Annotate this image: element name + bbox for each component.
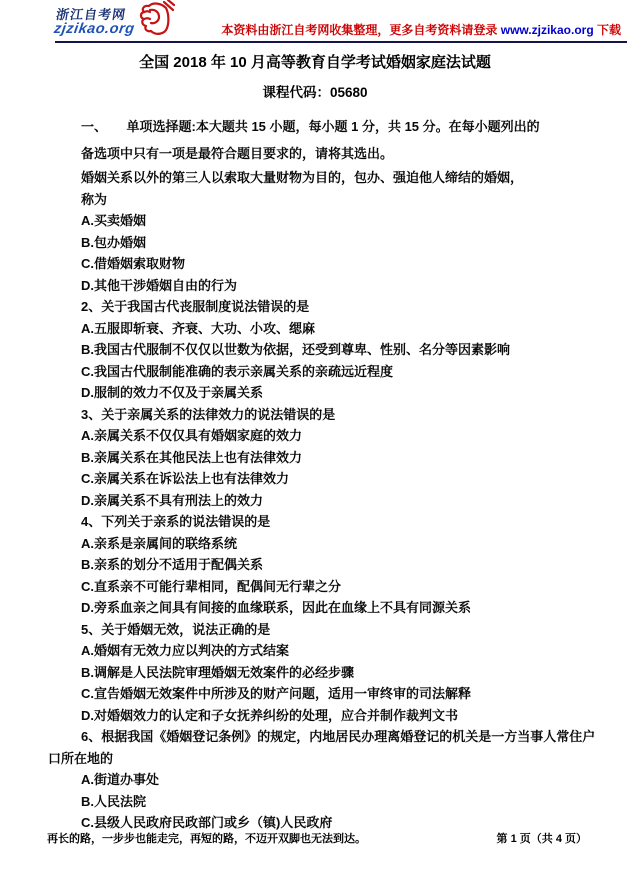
exam-body	[48, 113, 596, 834]
question-option: A.婚姻有无效力应以判决的方式结案	[81, 643, 290, 658]
section-heading-line: 备选项中只有一项是最符合题目要求的，请将其选出。	[81, 146, 394, 161]
question-option: C.县级人民政府民政部门或乡（镇)人民政府	[81, 815, 333, 830]
question-block	[48, 296, 590, 404]
page-footer	[47, 830, 587, 846]
page-indicator: 第 1 页（共 4 页）	[496, 833, 587, 845]
section-heading-line: 一、 单项选择题:本大题共 15 小题，每小题 1 分，共 15 分。在每小题列出的	[81, 119, 540, 134]
notice-suffix-text: 下载	[593, 23, 621, 37]
question-stem-line: 3、关于亲属关系的法律效力的说法错误的是	[81, 406, 336, 422]
logo-text-en: zjzikao.org	[52, 21, 136, 37]
question-option: D.其他干涉婚姻自由的行为	[81, 277, 238, 293]
header-notice	[221, 21, 627, 41]
question-stem-line: 2、关于我国古代丧服制度说法错误的是	[81, 299, 310, 314]
question-stem-line: 6、根据我国《婚姻登记条例》的规定，内地居民办理离婚登记的机关是一方当事人常住户	[81, 729, 596, 744]
question-block	[48, 619, 590, 727]
question-block	[48, 167, 590, 296]
question-block	[48, 726, 596, 834]
notice-link[interactable]: www.zjzikao.org	[500, 23, 594, 37]
question-block	[48, 404, 590, 512]
logo-text-cn: 浙江自考网	[55, 7, 128, 22]
question-stem-line: 口所在地的	[48, 750, 114, 766]
question-option: D.服制的效力不仅及于亲属关系	[81, 385, 264, 400]
footer-motto: 再长的路，一步步也能走完，再短的路，不迈开双脚也无法到达。	[47, 833, 366, 845]
notice-text: 本资料由浙江自考网收集整理，更多自考资料请登录	[221, 23, 501, 37]
question-option: C.我国古代服制能准确的表示亲属关系的亲疏远近程度	[81, 363, 394, 379]
question-option: D.旁系血亲之间具有间接的血缘联系，因此在血缘上不具有同源关系	[81, 600, 472, 615]
question-stem-line: 称为	[81, 191, 108, 207]
question-stem-line: 5、关于婚姻无效，说法正确的是	[81, 621, 271, 637]
question-option: D.亲属关系不具有刑法上的效力	[81, 492, 264, 508]
question-option: B.我国古代服制不仅仅以世数为依据，还受到尊卑、性别、名分等因素影响	[81, 342, 511, 357]
question-option: A.街道办事处	[81, 772, 160, 787]
question-option: A.买卖婚姻	[81, 213, 147, 228]
question-option: C.宣告婚姻无效案件中所涉及的财产问题，适用一审终审的司法解释	[81, 686, 472, 701]
question-list	[48, 167, 596, 834]
question-option: C.亲属关系在诉讼法上也有法律效力	[81, 471, 290, 486]
logo-text	[53, 8, 138, 37]
fist-icon	[137, 0, 175, 41]
question-block	[48, 511, 590, 619]
section-heading	[48, 113, 590, 167]
question-stem-line: 婚姻关系以外的第三人以索取大量财物为目的，包办、强迫他人缔结的婚姻，	[81, 170, 524, 185]
question-stem-line: 4、下列关于亲系的说法错误的是	[81, 514, 271, 529]
site-logo	[52, 0, 205, 41]
question-option: A.亲属关系不仅仅具有婚姻家庭的效力	[81, 428, 303, 443]
question-option: A.五服即斩衰、齐衰、大功、小攻、缌麻	[81, 320, 316, 336]
question-option: B.调解是人民法院审理婚姻无效案件的必经步骤	[81, 664, 355, 680]
question-option: B.亲属关系在其他民法上也有法律效力	[81, 449, 303, 465]
question-option: D.对婚姻效力的认定和子女抚养纠纷的处理，应合并制作裁判文书	[81, 707, 459, 723]
question-option: C.直系亲不可能行辈相同，配偶间无行辈之分	[81, 578, 342, 594]
question-option: C.借婚姻索取财物	[81, 256, 186, 271]
question-option: B.包办婚姻	[81, 234, 147, 250]
question-option: A.亲系是亲属间的联络系统	[81, 535, 238, 551]
page-header	[52, 0, 627, 43]
page-title: 全国 2018 年 10 月高等教育自学考试婚姻家庭法试题	[139, 54, 491, 71]
question-option: B.亲系的划分不适用于配偶关系	[81, 557, 264, 572]
course-code: 课程代码：05680	[262, 85, 368, 100]
question-option: B.人民法院	[81, 793, 147, 809]
